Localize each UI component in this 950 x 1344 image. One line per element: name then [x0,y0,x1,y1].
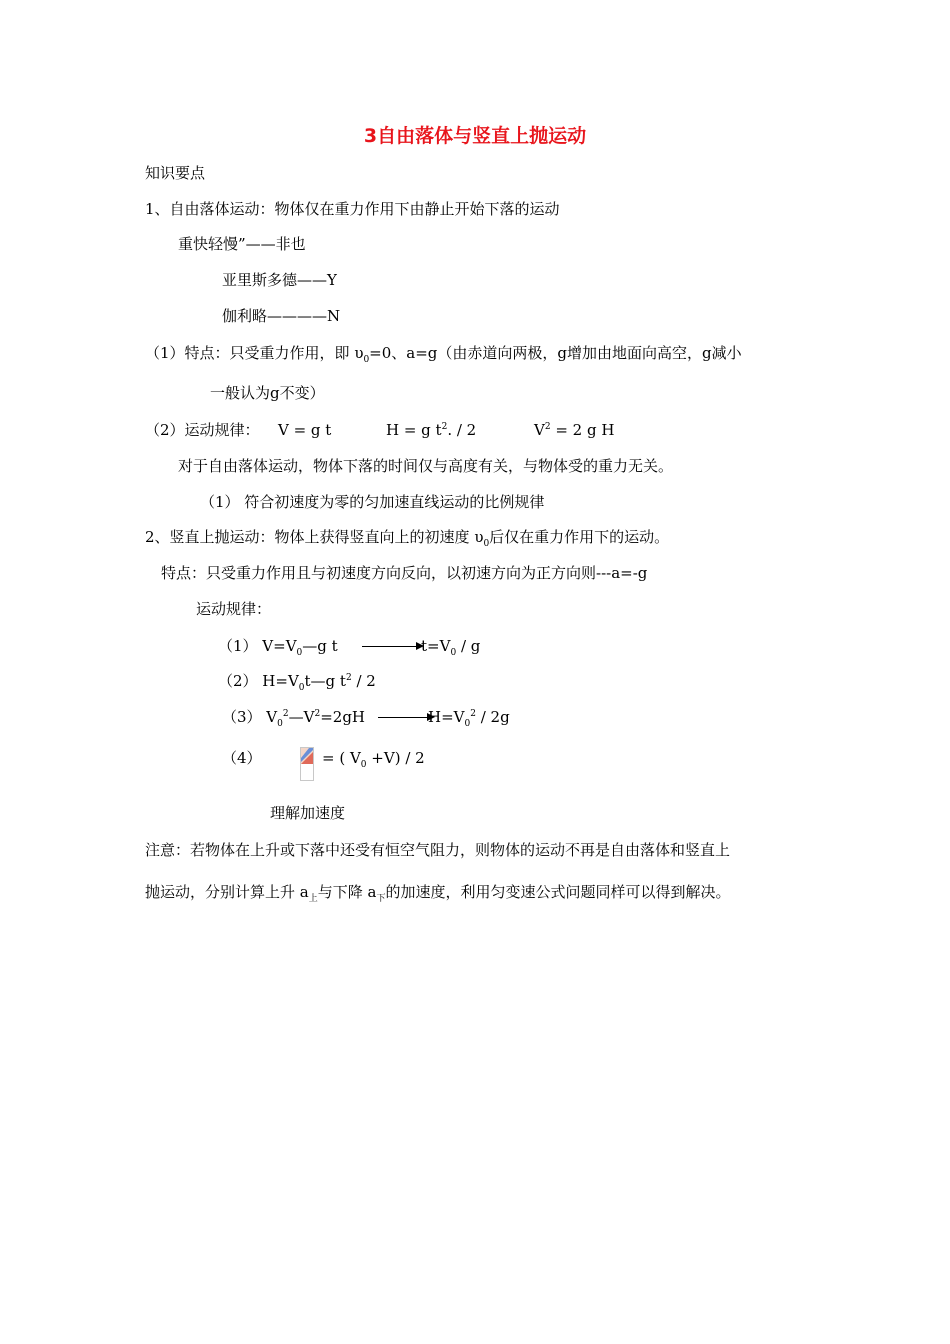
law-v2-b: = 2 g H [550,421,615,439]
page-title: 3自由落体与竖直上抛运动 [363,125,587,147]
v0-subscript: 0 [450,648,457,658]
v0-subscript: 0 [483,539,490,549]
v0-subscript: 0 [360,760,367,770]
exp-2: 2 [441,422,448,432]
formula-4-label: （4） [222,749,262,767]
f3-b: —V [288,708,315,726]
feature-text-b: =0、a=g（由赤道向两极，g增加由地面向高空，g减小 [369,344,742,362]
law-prefix: （2）运动规律： [145,421,260,439]
arrow-icon [362,646,422,647]
exp-2: 2 [282,709,289,719]
formula-2 [218,671,376,691]
free-fall-feature-cont: 一般认为g不变） [210,384,325,402]
v0-subscript: 0 [363,355,370,365]
laws-heading: 运动规律： [196,600,272,618]
law-height-a: H = g t [386,421,442,439]
note-b: 与下降 a [317,883,377,901]
formula-4 [322,748,425,768]
note-line-2 [145,882,730,902]
law-height-b: . / 2 [447,421,477,439]
f1-b: —g t [302,637,338,655]
note-c: 的加速度，利用匀变速公式问题同样可以得到解决。 [385,883,731,901]
exp-2: 2 [314,709,321,719]
law-velocity: V = g t [278,421,332,439]
broken-image-icon [300,747,314,781]
exp-2: 2 [544,422,551,432]
f2-c: / 2 [351,672,376,690]
formula-1-result [421,636,480,656]
ratio-rule: （1） 符合初速度为零的匀加速直线运动的比例规律 [200,493,545,511]
vertical-throw-feature: 特点：只受重力作用且与初速度方向反向，以初速方向为正方向则---a=-g [161,564,648,582]
free-fall-feature [145,343,742,363]
sub-up: 上 [308,894,318,904]
v0-subscript: 0 [296,648,303,658]
formula-3-result [428,707,510,727]
f1-c: t=V [421,637,451,655]
heavy-fast-claim: 重快轻慢”——非也 [178,235,306,253]
f4-c: +V) / 2 [366,749,425,767]
feature-text-a: （1）特点：只受重力作用，即 υ [145,344,364,362]
v0-subscript: 0 [277,719,283,729]
aristotle-line: 亚里斯多德——Y [222,271,337,289]
f1-a: （1） V=V [218,637,297,655]
f3-e: / 2g [475,708,510,726]
exp-2: 2 [470,709,476,719]
f2-a: （2） H=V [218,672,299,690]
formula-1 [218,636,338,656]
sub-down: 下 [376,894,386,904]
free-fall-definition: 1、自由落体运动：物体仅在重力作用下由静止开始下落的运动 [145,200,560,218]
f4-b: = ( V [322,749,361,767]
formula-3 [222,707,365,727]
law-v2-a: V [534,421,545,439]
v0-subscript: 0 [464,719,471,729]
vertical-throw-definition [145,527,669,547]
galileo-line: 伽利略————N [222,307,341,325]
understand-acceleration: 理解加速度 [270,804,346,822]
v0-subscript: 0 [298,683,305,693]
def-a: 2、竖直上抛运动：物体上获得竖直向上的初速度 υ [145,528,484,546]
law-height [386,420,476,440]
law-v-squared [534,420,614,440]
note-line-1: 注意：若物体在上升或下落中还受有恒空气阻力，则物体的运动不再是自由落体和竖直上 [145,841,731,859]
f1-d: / g [456,637,481,655]
free-fall-note: 对于自由落体运动，物体下落的时间仅与高度有关，与物体受的重力无关。 [178,457,674,475]
section-heading: 知识要点 [145,164,206,182]
f3-c: =2gH [320,708,365,726]
exp-2: 2 [345,673,352,683]
free-fall-laws [145,420,260,440]
note-a: 抛运动，分别计算上升 a [145,883,309,901]
def-b: 后仅在重力作用下的运动。 [489,528,670,546]
f3-a: （3） V [222,708,278,726]
f2-b: t—g t [304,672,346,690]
arrow-icon [378,717,433,718]
f3-d: H=V [428,708,465,726]
